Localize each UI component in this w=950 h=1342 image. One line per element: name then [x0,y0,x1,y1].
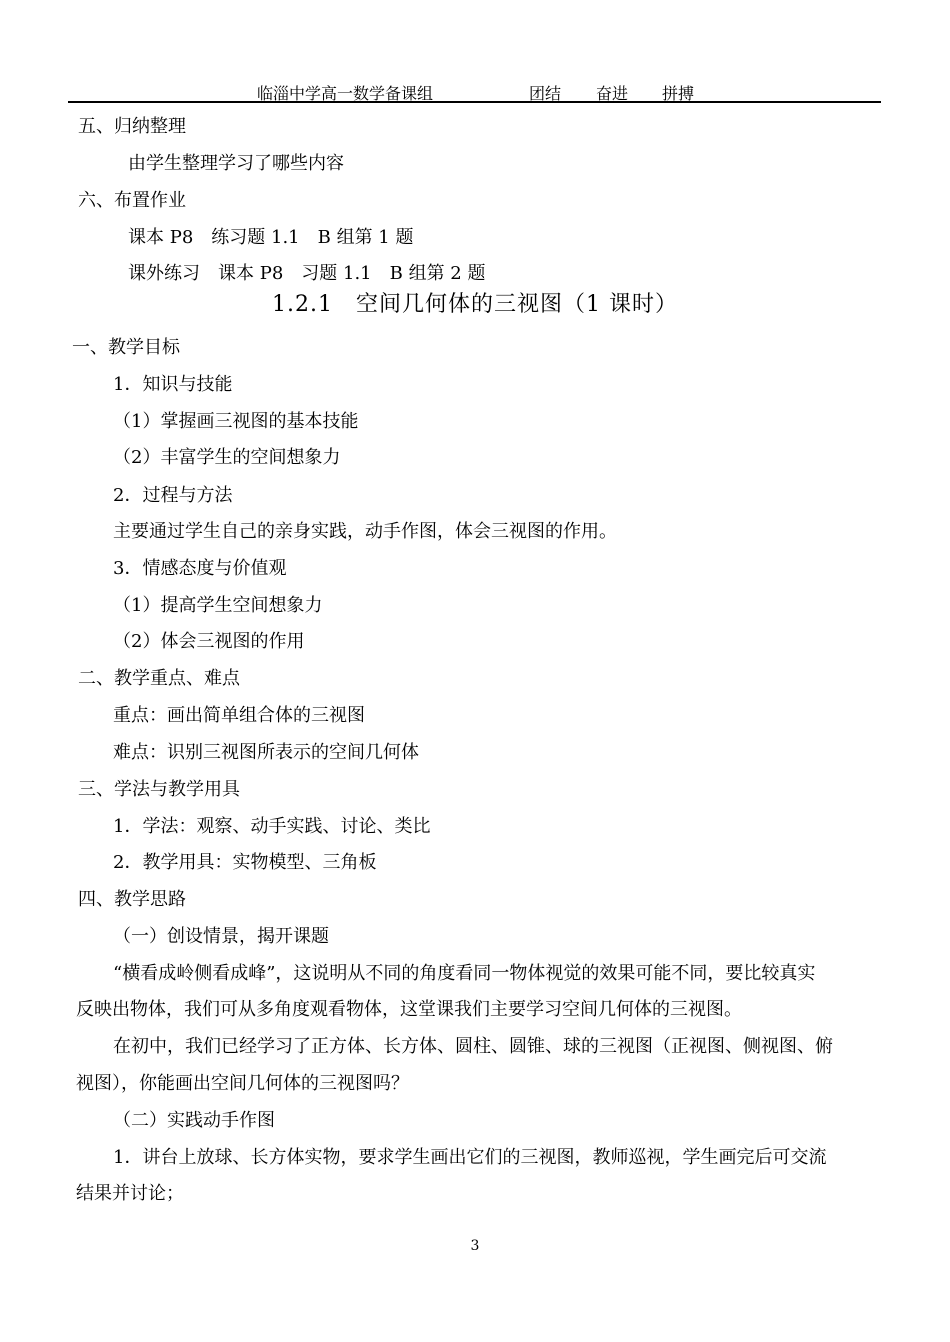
paragraph: 由学生整理学习了哪些内容 [128,153,344,174]
header-motto-1: 团结 [529,84,562,103]
page-number: 3 [470,1238,480,1254]
lesson-title: 1.2.1 空间几何体的三视图（1 课时） [272,292,678,317]
paragraph: 课外练习 课本 P8 习题 1.1 B 组第 2 题 [128,263,486,284]
paragraph: 1．讲台上放球、长方体实物，要求学生画出它们的三视图，教师巡视，学生画完后可交流 [113,1147,827,1168]
section-heading: 三、学法与教学用具 [78,779,240,800]
paragraph: “横看成岭侧看成峰”，这说明从不同的角度看同一物体视觉的效果可能不同，要比较真实 [113,963,816,984]
header-motto-2: 奋进 [596,84,629,103]
section-heading: 二、教学重点、难点 [78,668,240,689]
list-item: （1）提高学生空间想象力 [113,595,323,616]
paragraph: 视图），你能画出空间几何体的三视图吗？ [76,1073,409,1094]
header-motto-3: 拼搏 [662,84,695,103]
subheading: （二）实践动手作图 [113,1110,275,1131]
header-school: 临淄中学高一数学备课组 [257,84,434,103]
section-heading: 六、布置作业 [78,190,186,211]
paragraph: 在初中，我们已经学习了正方体、长方体、圆柱、圆锥、球的三视图（正视图、侧视图、俯 [113,1036,833,1057]
page-header [68,80,881,103]
subheading: （一）创设情景，揭开课题 [113,926,329,947]
subheading: 1．知识与技能 [113,374,233,395]
list-item: （2）丰富学生的空间想象力 [113,447,341,468]
list-item: 1．学法：观察、动手实践、讨论、类比 [113,816,431,837]
list-item: 2．教学用具：实物模型、三角板 [113,852,377,873]
section-heading: 五、归纳整理 [78,116,186,137]
paragraph: 结果并讨论； [76,1183,184,1204]
subheading: 2．过程与方法 [113,485,233,506]
list-item: （2）体会三视图的作用 [113,631,305,652]
section-heading: 一、教学目标 [72,337,180,358]
subheading: 3．情感态度与价值观 [113,558,287,579]
paragraph: 重点：画出简单组合体的三视图 [113,705,365,726]
list-item: （1）掌握画三视图的基本技能 [113,411,359,432]
section-heading: 四、教学思路 [78,889,186,910]
paragraph: 难点：识别三视图所表示的空间几何体 [113,742,419,763]
paragraph: 反映出物体，我们可从多角度观看物体，这堂课我们主要学习空间几何体的三视图。 [76,999,742,1020]
paragraph: 课本 P8 练习题 1.1 B 组第 1 题 [128,227,414,248]
paragraph: 主要通过学生自己的亲身实践，动手作图，体会三视图的作用。 [113,521,617,542]
